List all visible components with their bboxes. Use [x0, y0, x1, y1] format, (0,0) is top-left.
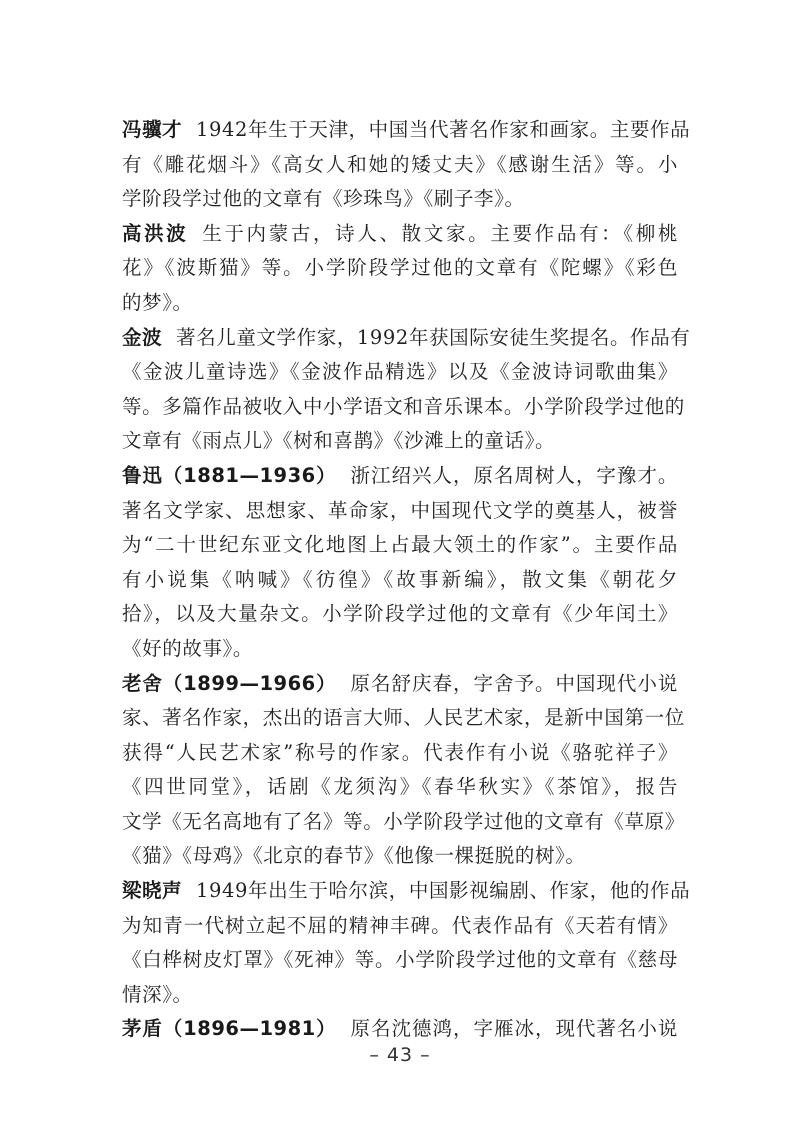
- entry-first-line: [122, 1012, 678, 1047]
- entry-first-line: [122, 874, 691, 909]
- text-line: 花》《波斯猫》等。小学阶段学过他的文章有《陀螺》《彩色: [122, 256, 678, 280]
- text-line: 《好的故事》。: [122, 636, 253, 660]
- text-line: 为“二十世纪东亚文化地图上占最大领土的作家”。主要作品: [122, 533, 678, 557]
- author-entry: [122, 321, 691, 459]
- author-name: 鲁迅（1881—1936）: [122, 463, 337, 487]
- text-line: 《金波儿童诗选》《金波作品精选》以及《金波诗词歌曲集》: [122, 360, 678, 384]
- author-name: 老舍（1899—1966）: [122, 671, 337, 695]
- entry-first-line: [122, 459, 678, 494]
- page-number: – 43 –: [369, 1044, 431, 1066]
- author-entry: [122, 217, 678, 321]
- text-line: 有小说集《呐喊》《彷徨》《故事新编》，散文集《朝花夕: [122, 567, 678, 591]
- text-line: 原名沈德鸿，字雁冰，现代著名小说: [350, 1017, 678, 1041]
- author-entry: [122, 874, 691, 1012]
- text-line: 文章有《雨点儿》《树和喜鹊》《沙滩上的童话》。: [122, 429, 556, 453]
- author-name: 茅盾（1896—1981）: [122, 1017, 337, 1041]
- entry-first-line: [122, 113, 691, 148]
- text-line: 有《雕花烟斗》《高女人和她的矮丈夫》《感谢生活》等。小: [122, 152, 678, 176]
- author-entry: [122, 1012, 678, 1047]
- text-line: 著名儿童文学作家，1992年获国际安徒生奖提名。作品有: [176, 325, 691, 349]
- text-line: 情深》。: [122, 982, 193, 1006]
- author-entry: [122, 459, 678, 667]
- text-line: 1949年出生于哈尔滨，中国影视编剧、作家，他的作品: [196, 879, 691, 903]
- text-line: 的梦》。: [122, 290, 193, 314]
- author-name: 梁晓声: [122, 879, 183, 903]
- text-line: 生于内蒙古，诗人、散文家。主要作品有：《柳桃: [202, 221, 678, 245]
- author-entry: [122, 667, 685, 875]
- text-line: 学阶段学过他的文章有《珍珠鸟》《刷子李》。: [122, 187, 525, 211]
- author-name: 冯骥才: [122, 118, 183, 141]
- text-line: 1942年生于天津，中国当代著名作家和画家。主要作品: [196, 118, 691, 141]
- text-line: 为知青一代树立起不屈的精神丰碑。代表作品有《天若有情》: [122, 913, 678, 937]
- text-line: 拾》，以及大量杂文。小学阶段学过他的文章有《少年闰土》: [122, 602, 678, 626]
- biography-list: [122, 113, 691, 1047]
- text-line: 《猫》《母鸡》《北京的春节》《他像一棵挺脱的树》。: [122, 844, 586, 868]
- text-line: 等。多篇作品被收入中小学语文和音乐课本。小学阶段学过他的: [122, 394, 685, 418]
- text-line: 《四世同堂》，话剧《龙须沟》《春华秋实》《茶馆》，报告: [122, 775, 678, 799]
- text-line: 《白桦树皮灯罩》《死神》等。小学阶段学过他的文章有《慈母: [122, 948, 678, 972]
- text-line: 浙江绍兴人，原名周树人，字豫才。: [350, 463, 678, 487]
- text-line: 文学《无名高地有了名》等。小学阶段学过他的文章有《草原》: [122, 809, 685, 833]
- author-name: 金波: [122, 325, 163, 349]
- text-line: 原名舒庆春，字舍予。中国现代小说: [350, 671, 678, 695]
- text-line: 家、著名作家，杰出的语言大师、人民艺术家，是新中国第一位: [122, 706, 685, 730]
- entry-first-line: [122, 321, 691, 356]
- text-line: 著名文学家、思想家、革命家，中国现代文学的奠基人，被誉: [122, 498, 678, 522]
- author-entry: [122, 113, 691, 217]
- author-name: 高洪波: [122, 221, 189, 245]
- entry-first-line: [122, 217, 678, 252]
- entry-first-line: [122, 667, 678, 702]
- text-line: 获得“人民艺术家”称号的作家。代表作有小说《骆驼祥子》: [122, 740, 678, 764]
